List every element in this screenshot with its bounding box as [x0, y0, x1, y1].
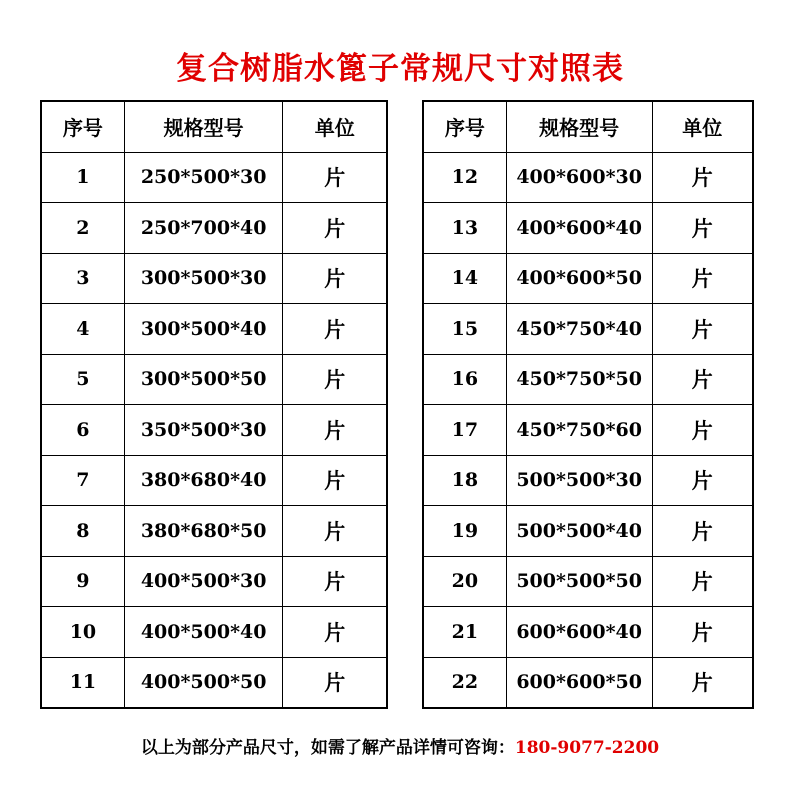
- row-model: 500*500*30: [506, 455, 652, 506]
- spec-table-left: [40, 100, 388, 709]
- header-model: 规格型号: [124, 101, 283, 152]
- row-index: 13: [423, 203, 506, 254]
- row-model: 300*500*30: [124, 253, 283, 304]
- row-index: 18: [423, 455, 506, 506]
- row-model: 250*700*40: [124, 203, 283, 254]
- table-row: [423, 203, 753, 254]
- table-row: [41, 455, 387, 506]
- row-unit: 片: [652, 657, 753, 708]
- row-model: 300*500*50: [124, 354, 283, 405]
- row-unit: 片: [283, 556, 387, 607]
- row-unit: 片: [283, 304, 387, 355]
- row-index: 10: [41, 607, 124, 658]
- row-model: 400*600*50: [506, 253, 652, 304]
- spec-table-right: [422, 100, 754, 709]
- row-model: 380*680*50: [124, 506, 283, 557]
- row-index: 11: [41, 657, 124, 708]
- row-model: 400*600*40: [506, 203, 652, 254]
- row-index: 1: [41, 152, 124, 203]
- row-unit: 片: [652, 253, 753, 304]
- table-row: [41, 607, 387, 658]
- row-index: 21: [423, 607, 506, 658]
- table-row: [423, 556, 753, 607]
- row-unit: 片: [652, 405, 753, 456]
- row-model: 600*600*50: [506, 657, 652, 708]
- row-model: 400*500*30: [124, 556, 283, 607]
- row-model: 500*500*40: [506, 506, 652, 557]
- row-model: 500*500*50: [506, 556, 652, 607]
- table-row: [41, 203, 387, 254]
- row-unit: 片: [652, 607, 753, 658]
- table-row: [423, 354, 753, 405]
- table-row: [423, 607, 753, 658]
- header-index: 序号: [41, 101, 124, 152]
- row-index: 14: [423, 253, 506, 304]
- row-index: 4: [41, 304, 124, 355]
- row-unit: 片: [652, 354, 753, 405]
- table-row: [41, 304, 387, 355]
- row-index: 9: [41, 556, 124, 607]
- row-unit: 片: [283, 455, 387, 506]
- row-index: 6: [41, 405, 124, 456]
- table-row: [41, 556, 387, 607]
- table-row: [41, 253, 387, 304]
- row-model: 250*500*30: [124, 152, 283, 203]
- row-unit: 片: [283, 506, 387, 557]
- header-unit: 单位: [283, 101, 387, 152]
- row-model: 450*750*40: [506, 304, 652, 355]
- table-row: [41, 152, 387, 203]
- table-row: [41, 354, 387, 405]
- row-index: 19: [423, 506, 506, 557]
- header-model: 规格型号: [506, 101, 652, 152]
- row-index: 12: [423, 152, 506, 203]
- table-row: [423, 657, 753, 708]
- row-index: 8: [41, 506, 124, 557]
- row-unit: 片: [283, 152, 387, 203]
- row-unit: 片: [283, 405, 387, 456]
- header-unit: 单位: [652, 101, 753, 152]
- row-model: 400*500*40: [124, 607, 283, 658]
- header-index: 序号: [423, 101, 506, 152]
- row-unit: 片: [283, 657, 387, 708]
- row-unit: 片: [283, 253, 387, 304]
- row-model: 450*750*50: [506, 354, 652, 405]
- row-model: 400*500*50: [124, 657, 283, 708]
- row-model: 600*600*40: [506, 607, 652, 658]
- row-index: 7: [41, 455, 124, 506]
- row-unit: 片: [283, 354, 387, 405]
- table-row: [41, 506, 387, 557]
- row-model: 300*500*40: [124, 304, 283, 355]
- row-unit: 片: [652, 304, 753, 355]
- contact-phone: 180-9077-2200: [514, 738, 660, 758]
- table-row: [423, 304, 753, 355]
- row-unit: 片: [652, 152, 753, 203]
- row-unit: 片: [283, 203, 387, 254]
- row-model: 350*500*30: [124, 405, 283, 456]
- row-model: 450*750*60: [506, 405, 652, 456]
- row-unit: 片: [652, 455, 753, 506]
- row-index: 5: [41, 354, 124, 405]
- row-index: 2: [41, 203, 124, 254]
- row-unit: 片: [652, 203, 753, 254]
- row-index: 3: [41, 253, 124, 304]
- row-model: 380*680*40: [124, 455, 283, 506]
- row-unit: 片: [283, 607, 387, 658]
- row-unit: 片: [652, 506, 753, 557]
- table-row: [423, 455, 753, 506]
- row-index: 20: [423, 556, 506, 607]
- table-row: [423, 506, 753, 557]
- table-header-row: [41, 101, 387, 152]
- table-row: [41, 405, 387, 456]
- row-index: 15: [423, 304, 506, 355]
- footer-text: 以上为部分产品尺寸，如需了解产品详情可咨询：: [140, 738, 515, 758]
- page-title: 复合树脂水篦子常规尺寸对照表: [176, 51, 624, 87]
- row-index: 16: [423, 354, 506, 405]
- row-unit: 片: [652, 556, 753, 607]
- table-row: [423, 152, 753, 203]
- footer-note: [0, 733, 800, 758]
- row-index: 22: [423, 657, 506, 708]
- table-header-row: [423, 101, 753, 152]
- row-model: 400*600*30: [506, 152, 652, 203]
- table-row: [423, 253, 753, 304]
- table-row: [41, 657, 387, 708]
- table-row: [423, 405, 753, 456]
- row-index: 17: [423, 405, 506, 456]
